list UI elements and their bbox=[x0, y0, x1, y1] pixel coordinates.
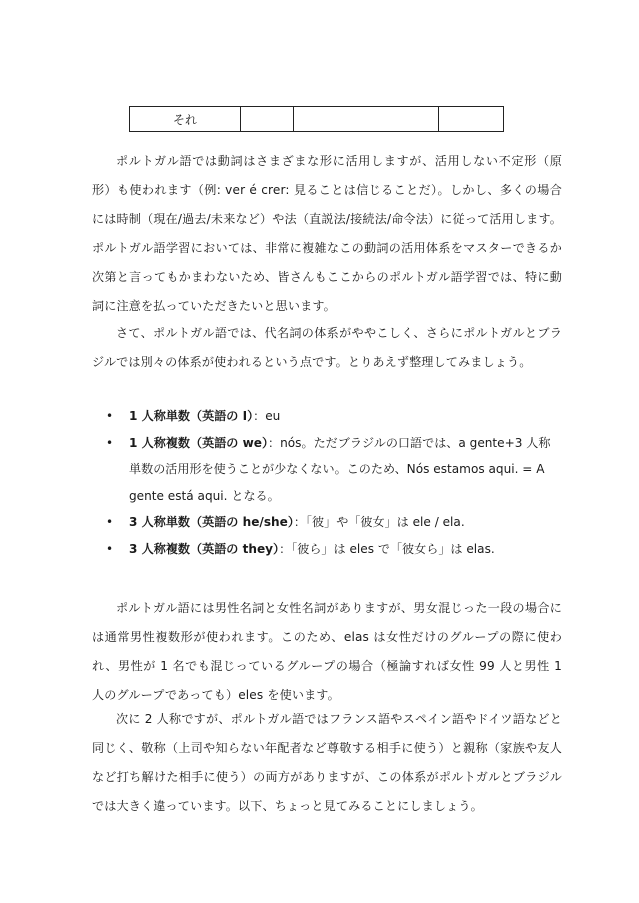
table-cell bbox=[294, 107, 439, 132]
list-item bbox=[92, 430, 562, 510]
list-item-term: 1 人称複数（英語の we） bbox=[129, 435, 269, 450]
list-item bbox=[92, 536, 562, 563]
bullet-icon: • bbox=[106, 409, 114, 423]
paragraph-gender-plural: ポルトガル語には男性名詞と女性名詞がありますが、男女混じった一段の場合には通常男性複数形が使われます。このため、elas は女性だけのグループの際に使われ、男性が 1 名でも混じっているグループの場合（極論すれば女性 99 人と男性 1 人のグループであっても）eles を使います。 bbox=[92, 601, 562, 702]
conjugation-table-fragment bbox=[129, 106, 504, 132]
list-item-text: ：eu bbox=[253, 409, 281, 423]
bullet-icon: • bbox=[106, 435, 114, 450]
paragraph-pronoun-intro: さて、ポルトガル語では、代名詞の体系がややこしく、さらにポルトガルとブラジルでは別々の体系が使われるという点です。とりあえず整理してみましょう。 bbox=[92, 326, 562, 369]
list-item-term: 1 人称単数（英語の I） bbox=[129, 409, 254, 423]
list-item-text: ：「彼」や「彼女」は ele / ela. bbox=[293, 515, 465, 529]
list-item bbox=[92, 509, 562, 536]
table-cell bbox=[439, 107, 504, 132]
list-item-text: ：「彼ら」は eles で「彼女ら」は elas. bbox=[279, 541, 495, 556]
table-cell bbox=[241, 107, 294, 132]
bullet-icon: • bbox=[106, 541, 114, 556]
paragraph-verb-conjugation: ポルトガル語では動詞はさまざまな形に活用しますが、活用しない不定形（原形）も使われます（例: ver é crer: 見ることは信じることだ）。しかし、多くの場合には時制（現在/過去/未来など）や法（直説法/接続法/命令法）に従って活用します。ポルトガル語学習においては、非常に複雑なこの動詞の活用体系をマスターできるか次第と言ってもかまわないため、皆さんもここからのポルトガル語学習では、特に動詞に注意を払っていただきたいと思います。 bbox=[92, 154, 562, 313]
list-item bbox=[92, 403, 562, 430]
list-item-text: ：nós。ただブラジルの口語では、a gente+3 人称単数の活用形を使うことが少なくない。このため、Nós estamos aqui. = A gente está aqui. となる。 bbox=[129, 435, 551, 503]
paragraph-second-person: 次に 2 人称ですが、ポルトガル語ではフランス語やスペイン語やドイツ語などと同じく、敬称（上司や知らない年配者など尊敬する相手に使う）と親称（家族や友人など打ち解けた相手に使う）の両方がありますが、この体系がポルトガルとブラジルでは大きく違っています。以下、ちょっと見てみることにしましょう。 bbox=[92, 712, 562, 813]
list-item-term: 3 人称単数（英語の he/she） bbox=[129, 515, 294, 529]
table-cell: それ bbox=[130, 107, 241, 132]
list-item-term: 3 人称複数（英語の they） bbox=[129, 541, 280, 556]
bullet-icon: • bbox=[106, 515, 114, 529]
table-row bbox=[130, 107, 504, 132]
pronoun-list bbox=[92, 403, 562, 562]
